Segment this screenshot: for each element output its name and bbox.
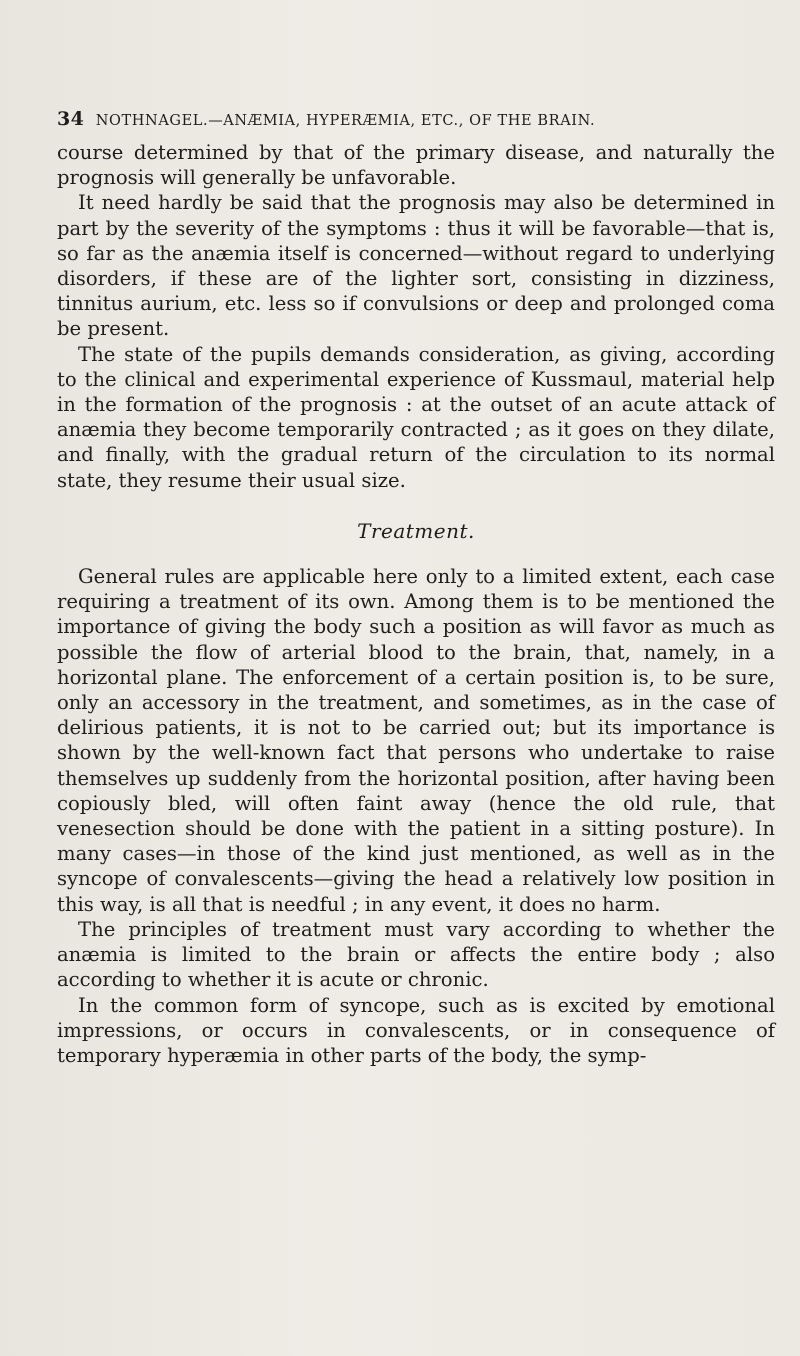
paragraph-prognosis-severity: It need hardly be said that the prognosis may also be determined in part by the severity of the symptoms : thus it will be favorable—that is, so far as the anæmia itself is concerned—without regard to underlying disorders, if these are of the lighter sort, consisting in dizziness, tinnitus aurium, etc. less so if convulsions or deep and prolonged coma be present. xyxy=(57,191,775,341)
running-title: NOTHNAGEL.—ANÆMIA, HYPERÆMIA, ETC., OF THE BRAIN. xyxy=(95,113,596,129)
paragraph-pupils: The state of the pupils demands consideration, as giving, according to the clinical and experimental experience of Kussmaul, material help in the formation of the prognosis : at the outset of an acute attack of anæmia they become temporarily contracted ; as it goes on they dilate, and finally, with the gradual return of the circulation to its normal state, they resume their usual size. xyxy=(57,342,775,492)
body-text xyxy=(57,140,775,1068)
page-number: 34 xyxy=(57,108,85,130)
paragraph-principles: The principles of treatment must vary according to whether the anæmia is limited to the brain or affects the entire body ; also according to whether it is acute or chronic. xyxy=(57,917,775,992)
section-heading-treatment: Treatment. xyxy=(357,518,475,543)
paragraph-general-rules: General rules are applicable here only to a limited extent, each case requiring a treatment of its own. Among them is to be mentioned the importance of giving the body such a position as will favor as much as possible the flow of arterial blood to the brain, that, namely, in a horizontal plane. The enforcement of a certain position is, to be sure, only an accessory in the treatment, and sometimes, as in the case of delirious patients, it is not to be carried out; but its importance is shown by the well-known fact that persons who undertake to raise themselves up suddenly from the horizontal position, after having been copiously bled, will often faint away (hence the old rule, that venesection should be done with the patient in a sitting posture). In many cases—in those of the kind just mentioned, as well as in the syncope of convalescents—giving the head a relatively low position in this way, is all that is needful ; in any event, it does no harm. xyxy=(57,565,775,916)
paragraph-continued: course determined by that of the primary disease, and naturally the prognosis will generally be unfavorable. xyxy=(57,141,775,190)
paragraph-syncope: In the common form of syncope, such as is excited by emotional impressions, or occurs in convalescents, or in consequence of temporary hyperæmia in other parts of the body, the symp- xyxy=(57,993,775,1067)
running-head xyxy=(57,108,777,130)
